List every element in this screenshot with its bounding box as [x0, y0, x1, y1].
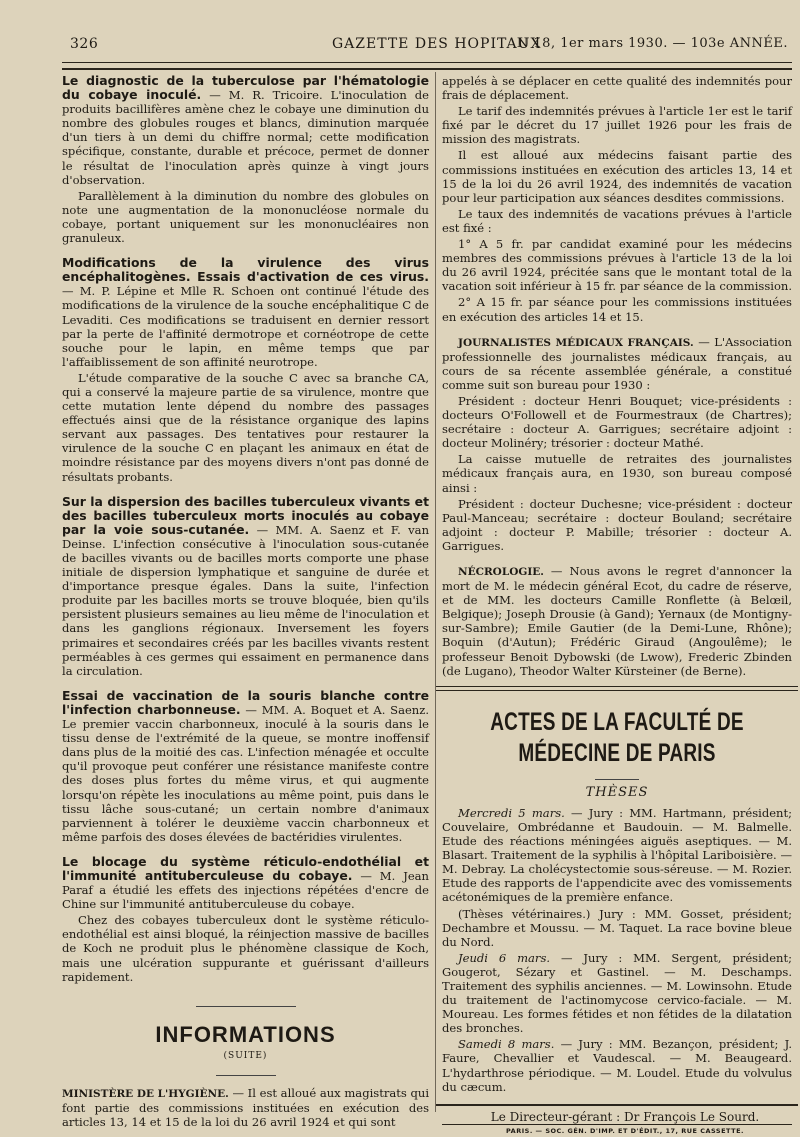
theses-thursday — [442, 951, 792, 1036]
article-lead: — M. P. Lépine et Mlle R. Schoen ont continué l'étude des modifications de la virulence de la souche encéphalitique C de Levaditi. Ces modifications se traduisent en dernier ressort par la perte de l'affinité dermotrope et cornéotrope de cette souche pour le lapin, en même temps que par l'affaiblissement de son affinité neurotrope. — [62, 284, 429, 369]
session-date: Samedi 8 mars. — [458, 1037, 555, 1052]
spacer — [62, 1078, 429, 1086]
notice-paragraph: Le taux des indemnités de vacations prévues à l'article est fixé : — [442, 206, 792, 235]
article-title: Le blocage du système réticulo-endothélial et l'immunité antituberculeuse du cobaye. — [62, 853, 429, 883]
header-rule — [62, 62, 792, 70]
session-date: Jeudi 6 mars. — [458, 950, 551, 965]
theses-veterinary: (Thèses vétérinaires.) Jury : MM. Gosset, président; Dechambre et Moussu. — M. Taquet. La race bovine bleue du Nord. — [442, 906, 792, 949]
notice-text: — L'Association professionnelle des journalistes médicaux français, au cours de sa récente assemblée générale, a constitué comme suit son bureau pour 1930 : — [442, 334, 792, 392]
printer-credit: PARIS. — SOC. GÉN. D'IMP. ET D'ÉDIT., 17, RUE CASSETTE. — [442, 1124, 792, 1137]
article-lead: — M. Jean Paraf a étudié les effets des injections répétées d'encre de Chine sur l'immunité antituberculeuse du cobaye. — [62, 868, 429, 912]
director-credit: Le Directeur-gérant : Dr François Le Sourd. — [490, 1109, 760, 1124]
informations-subheading: (SUITE) — [223, 1050, 268, 1061]
article-title: Essai de vaccination de la souris blanche contre l'infection charbonneuse. — [62, 687, 429, 717]
notice-label: MINISTÈRE DE L'HYGIÈNE. — [62, 1087, 229, 1100]
right-column — [442, 74, 792, 1137]
article-encephalitic-virus — [62, 256, 429, 369]
session-text: — Jury : MM. Sergent, président; Gougerot, Sézary et Gastinel. — M. Deschamps. Traitement des syphilis anciennes. — M. Lowinsohn. Etude du traitement de l'actinomycose cervico-faciale. — M. Moureau. Les formes fétides et non fétides de la dilatation des bronches. — [442, 950, 792, 1036]
obituary-notice — [442, 564, 792, 678]
notice-text: — Il est alloué aux magistrats qui font partie des commissions instituées en exécution des articles 13, 14 et 15 de la loi du 26 avril 1924 et qui sont — [62, 1085, 430, 1129]
issue-info: N 18, 1er mars 1930. — 103e ANNÉE. — [516, 36, 788, 51]
journal-title: GAZETTE DES HOPITAUX — [332, 36, 542, 52]
journalists-notice — [442, 335, 792, 392]
article-lead: — MM. A. Boquet et A. Saenz. Le premier vaccin charbonneux, inoculé à la souris dans le tissu dense de l'extrémité de la queue, se montre inoffensif dans plus de la moitié des cas. L'infection ménagée et occulte qu'il provoque peut conférer une résistance manifeste contre des doses plus fortes du même virus, et qui augmente lorsqu'on répète les inoculations au même point, puis dans le tissu lâche sous-cutané; un certain nombre d'animaux parviennent à tolérer le deuxième vaccin charbonneux et même parfois des doses élevées de bactéridies virulentes. — [62, 702, 429, 844]
article-paragraph: Parallèlement à la diminution du nombre des globules on note une augmentation de la mononucléose normale du cobaye, portant uniquement sur les mononucléaires non granuleux. — [62, 188, 429, 246]
notice-continuation: appelés à se déplacer en cette qualité des indemnités pour frais de déplacement. — [442, 74, 792, 103]
article-lead: — M. R. Tricoire. L'inoculation de produits bacillifères amène chez le cobaye une diminution du nombre des globules rouges et blancs, diminution marquée d'un tiers à un demi du chiffre normal; cette modification spécifique, constante, durable et précoce, permet de donner le résultat de l'inoculation après quinze à vingt jours d'observation. — [62, 88, 429, 187]
article-title: Modifications de la virulence des virus encéphalitogènes. Essais d'activation de ces virus. — [62, 255, 429, 285]
session-text: — Jury : MM. Hartmann, président; Couvelaire, Ombrédanne et Baudouin. — M. Balmelle. Etude des réactions méningées aiguës aseptiques. — M. Blasart. Traitement de la syphilis à l'hôpital Lariboisière. — M. Debray. La cholécystectomie sous-séreuse. — M. Rozier. Etude des rapports de l'appendicite avec des vomissements acétonémiques de la première enfance. — [442, 805, 793, 905]
informations-heading: INFORMATIONS — [155, 1021, 336, 1047]
notice-paragraph: Président : docteur Duchesne; vice-président : docteur Paul-Manceau; secrétaire : docteur Bouland; secrétaire adjoint : docteur P. Mabille; trésorier : docteur A. Garrigues. — [442, 496, 792, 553]
ministry-notice — [62, 1086, 429, 1129]
article-title: Sur la dispersion des bacilles tuberculeux vivants et des bacilles tuberculeux morts inoculés au cobaye par la voie sous-cutanée. — [62, 493, 429, 537]
session-text: — Jury : MM. Bezançon, président; J. Faure, Chevallier et Vaudescal. — M. Beaugeard. L'hydarthrose périodique. — M. Loudel. Etude du volvulus du cæcum. — [442, 1037, 792, 1094]
notice-text: — Nous avons le regret d'annoncer la mort de M. le médecin général Ecot, du cadre de réserve, et de MM. les docteurs Camille Ronflette (à Belœil, Belgique); Joseph Drousie (à Gand); Yernaux (de Montigny-sur-Sambre); Emile Gautier (de la Demi-Lune, Rhône); Boquin (d'Autun); Frédéric Giraud (Angoulême); le professeur Benoit Dybowski (de Lwow), Frederic Zbinden (de Lugano), Theodor Walter Kürsteiner (de Berne). — [442, 564, 792, 678]
theses-saturday — [442, 1037, 792, 1093]
session-date: Mercredi 5 mars. — [458, 805, 565, 820]
article-paragraph: Chez des cobayes tuberculeux dont le système réticulo-endothélial est ainsi bloqué, la réinjection massive de bacilles de Koch ne produit plus le phénomène classique de Koch, mais une ulcération suppurante et guérissant d'ailleurs rapidement. — [62, 913, 429, 984]
notice-paragraph: 1° A 5 fr. par candidat examiné pour les médecins membres des commissions prévues à l'article 13 de la loi du 26 avril 1924, précitée sans que le montant total de la vacation soit inférieur à 15 fr. par séance de la commission. — [442, 237, 792, 294]
column-divider — [435, 72, 436, 1112]
notice-label: NÉCROLOGIE. — [458, 566, 544, 578]
section-double-rule — [436, 686, 798, 691]
left-column — [62, 74, 429, 1131]
article-paragraph: L'étude comparative de la souche C avec sa branche CA, qui a conservé la majeure partie de sa virulence, montre que cette mutation lente dépend du nombre des passages effectués ainsi que de la résistance organique des lapins servant aux passages. Des tentatives pour restaurer la virulence de la souche C en plaçant les animaux en état de moindre résistance par des moyens divers n'ont pas donné de résultats probants. — [62, 370, 429, 484]
notice-paragraph: Il est alloué aux médecins faisant partie des commissions instituées en exécution des articles 13, 14 et 15 de la loi du 26 avril 1924, des indemnités de vacation pour leur participation aux séances desdites commissions. — [442, 148, 792, 205]
section-rule — [216, 1075, 276, 1076]
article-lead: — MM. A. Saenz et F. van Deinse. L'infection consécutive à l'inoculation sous-cutanée de bacilles vivants ou de bacilles morts comporte une phase initiale de dispersion lymphatique et sanguine de durée et d'importance presque égales. Dans la suite, l'infection produite par les bacilles morts se trouve bloquée, bien qu'ils persistent plusieurs semaines au lieu même de l'inoculation et dans les ganglions régionaux. Inversement les foyers primaires et secondaires créés par les bacilles vivants restent perméables à ces germes qui essaiment en permanence dans la circulation. — [62, 522, 430, 678]
notice-paragraph: Président : docteur Henri Bouquet; vice-présidents : docteurs O'Followell et de Fourmestraux (de Chartres); secrétaire : docteur A. Garrigues; secrétaire adjoint : docteur Molinéry; trésorier : docteur Mathé. — [442, 393, 792, 451]
section-rule — [196, 1006, 296, 1007]
spacer — [442, 555, 792, 564]
page-number: 326 — [70, 36, 99, 52]
footer-rule — [436, 1104, 798, 1106]
article-title: Le diagnostic de la tuberculose par l'hématologie du cobaye inoculé. — [62, 73, 429, 103]
article-hematology — [62, 74, 429, 187]
faculty-acts-heading: ACTES DE LA FACULTÉ DE MÉDECINE DE PARIS — [490, 708, 744, 768]
notice-label: JOURNALISTES MÉDICAUX FRANÇAIS. — [458, 336, 694, 349]
notice-paragraph: La caisse mutuelle de retraites des journalistes médicaux français aura, en 1930, son bureau composé ainsi : — [442, 452, 792, 495]
spacer — [442, 326, 792, 335]
spacer — [62, 986, 429, 1006]
article-anthrax-vaccination — [62, 689, 429, 844]
notice-paragraph: Le tarif des indemnités prévues à l'article 1er est le tarif fixé par le décret du 17 juillet 1926 pour les frais de mission des magistrats. — [442, 104, 792, 147]
notice-paragraph: 2° A 15 fr. par séance pour les commissions instituées en exécution des articles 14 et 15. — [442, 295, 792, 324]
article-reticulo-endothelial — [62, 855, 429, 911]
section-rule — [595, 779, 639, 780]
theses-wednesday — [442, 806, 792, 905]
page-header — [70, 36, 792, 56]
article-bacilli-dispersion — [62, 495, 429, 678]
spacer — [62, 1009, 429, 1023]
theses-heading: THÈSES — [585, 784, 649, 800]
